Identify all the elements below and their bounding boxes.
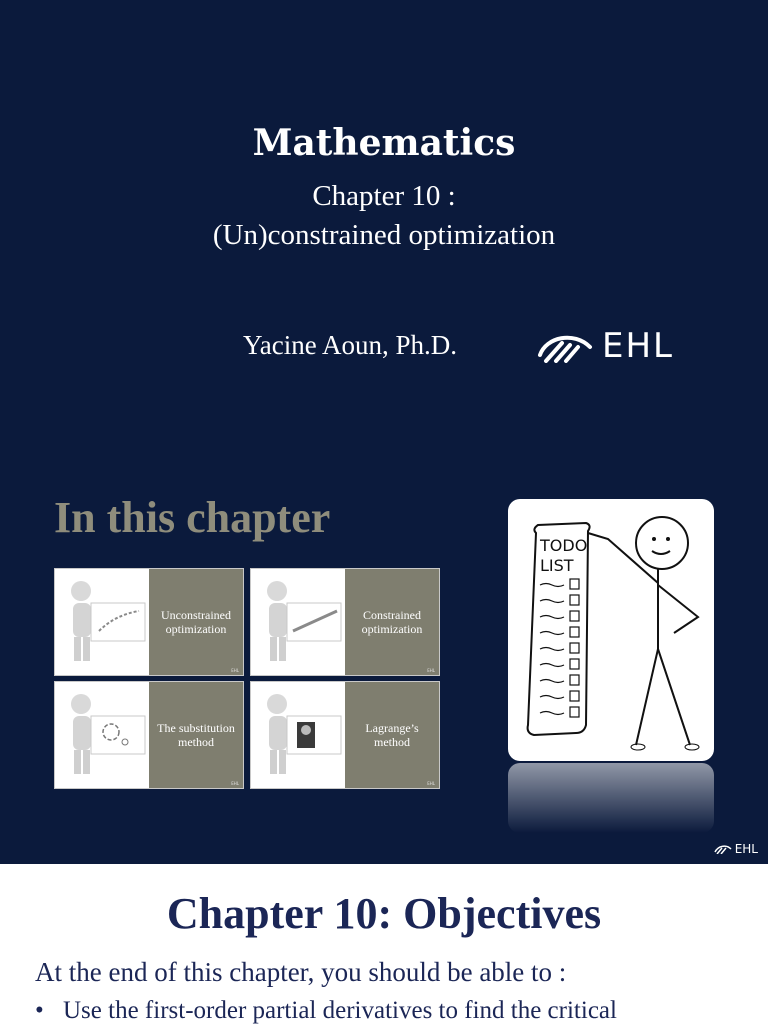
author-name: Yacine Aoun, Ph.D. — [243, 330, 458, 360]
footer-ehl-logo — [714, 842, 758, 856]
thumbnail-constrained[interactable] — [250, 568, 440, 676]
todo-reflection — [508, 763, 714, 833]
thumbnail-substitution[interactable] — [54, 681, 244, 789]
chapter-overview-slide — [0, 432, 768, 864]
objectives-title: Chapter 10: Objectives — [166, 889, 602, 938]
stick-figure-todo-icon — [508, 499, 714, 761]
overview-heading: In this chapter — [54, 493, 331, 542]
bullet-symbol: • — [35, 997, 44, 1024]
todo-title-line1: TODO — [540, 536, 588, 555]
ehl-mark-icon — [536, 329, 594, 363]
thumbnail-label: The substitution method — [149, 682, 243, 788]
objective-bullet-text: Use the first-order partial derivatives to find the critical — [63, 997, 617, 1024]
mini-ehl-logo: EHL — [427, 781, 435, 786]
objectives-slide — [0, 864, 768, 1024]
thumbnail-label: Unconstrained optimization — [149, 569, 243, 675]
mini-ehl-logo: EHL — [231, 781, 239, 786]
thumbnail-label: Lagrange’s method — [345, 682, 439, 788]
ehl-logo-text: EHL — [602, 326, 674, 366]
mini-ehl-logo: EHL — [231, 668, 239, 673]
figure-with-board-icon — [59, 688, 149, 784]
ehl-mark-icon — [714, 844, 732, 854]
thumbnail-label: Constrained optimization — [345, 569, 439, 675]
footer-ehl-text: EHL — [734, 842, 758, 856]
thumbnail-lagrange[interactable] — [250, 681, 440, 789]
mini-ehl-logo: EHL — [427, 668, 435, 673]
figure-with-board-icon — [255, 688, 345, 784]
figure-with-board-icon — [255, 575, 345, 671]
title-slide — [0, 0, 768, 432]
slide-subtitle-chapter: Chapter 10 : — [312, 180, 456, 212]
figure-with-board-icon — [59, 575, 149, 671]
thumbnail-unconstrained[interactable] — [54, 568, 244, 676]
slide-subtitle-topic: (Un)constrained optimization — [212, 219, 556, 251]
ehl-logo — [536, 326, 674, 366]
todo-title-line2: LIST — [540, 556, 574, 575]
todo-list-illustration — [508, 499, 714, 761]
slide-title: Mathematics — [252, 122, 516, 164]
objective-bullet — [35, 997, 755, 1024]
objectives-lead: At the end of this chapter, you should be able to : — [35, 957, 567, 987]
